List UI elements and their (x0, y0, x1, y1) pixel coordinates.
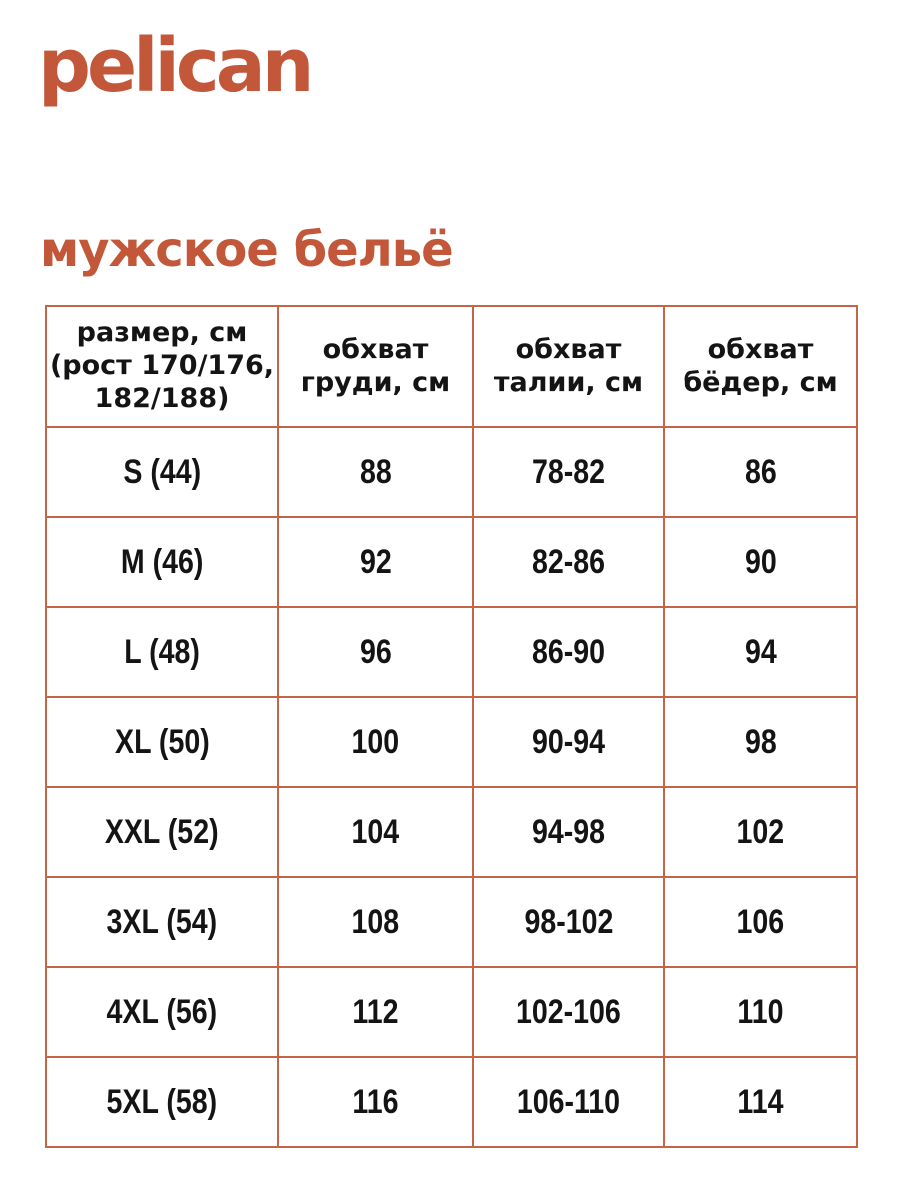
chest-cell: 116 (278, 1057, 473, 1147)
chest-cell: 108 (278, 877, 473, 967)
table-row (46, 877, 857, 967)
col-header-size: размер, см (рост 170/176, 182/188) (46, 306, 278, 427)
size-cell: M (46) (46, 517, 278, 607)
waist-cell: 78-82 (473, 427, 664, 517)
chest-cell: 88 (278, 427, 473, 517)
chest-cell: 104 (278, 787, 473, 877)
col-header-waist: обхват талии, см (473, 306, 664, 427)
waist-cell: 90-94 (473, 697, 664, 787)
size-cell: S (44) (46, 427, 278, 517)
hips-cell: 106 (664, 877, 857, 967)
hips-cell: 94 (664, 607, 857, 697)
waist-cell: 94-98 (473, 787, 664, 877)
size-cell: 4XL (56) (46, 967, 278, 1057)
table-row (46, 607, 857, 697)
waist-cell: 102-106 (473, 967, 664, 1057)
size-cell: XL (50) (46, 697, 278, 787)
hips-cell: 90 (664, 517, 857, 607)
size-table (45, 305, 858, 1148)
waist-cell: 98-102 (473, 877, 664, 967)
table-row (46, 787, 857, 877)
table-row (46, 517, 857, 607)
page-title: мужское бельё (40, 222, 453, 278)
size-cell: 3XL (54) (46, 877, 278, 967)
waist-cell: 106-110 (473, 1057, 664, 1147)
size-cell: XXL (52) (46, 787, 278, 877)
waist-cell: 82-86 (473, 517, 664, 607)
col-header-hips: обхват бёдер, см (664, 306, 857, 427)
hips-cell: 114 (664, 1057, 857, 1147)
size-cell: 5XL (58) (46, 1057, 278, 1147)
table-row (46, 427, 857, 517)
brand-logo: pelican (38, 23, 311, 109)
size-cell: L (48) (46, 607, 278, 697)
waist-cell: 86-90 (473, 607, 664, 697)
hips-cell: 86 (664, 427, 857, 517)
col-header-chest: обхват груди, см (278, 306, 473, 427)
hips-cell: 102 (664, 787, 857, 877)
header-row (46, 306, 857, 427)
chest-cell: 100 (278, 697, 473, 787)
chest-cell: 112 (278, 967, 473, 1057)
hips-cell: 98 (664, 697, 857, 787)
table-row (46, 1057, 857, 1147)
table-row (46, 967, 857, 1057)
table-row (46, 697, 857, 787)
chest-cell: 96 (278, 607, 473, 697)
chest-cell: 92 (278, 517, 473, 607)
hips-cell: 110 (664, 967, 857, 1057)
